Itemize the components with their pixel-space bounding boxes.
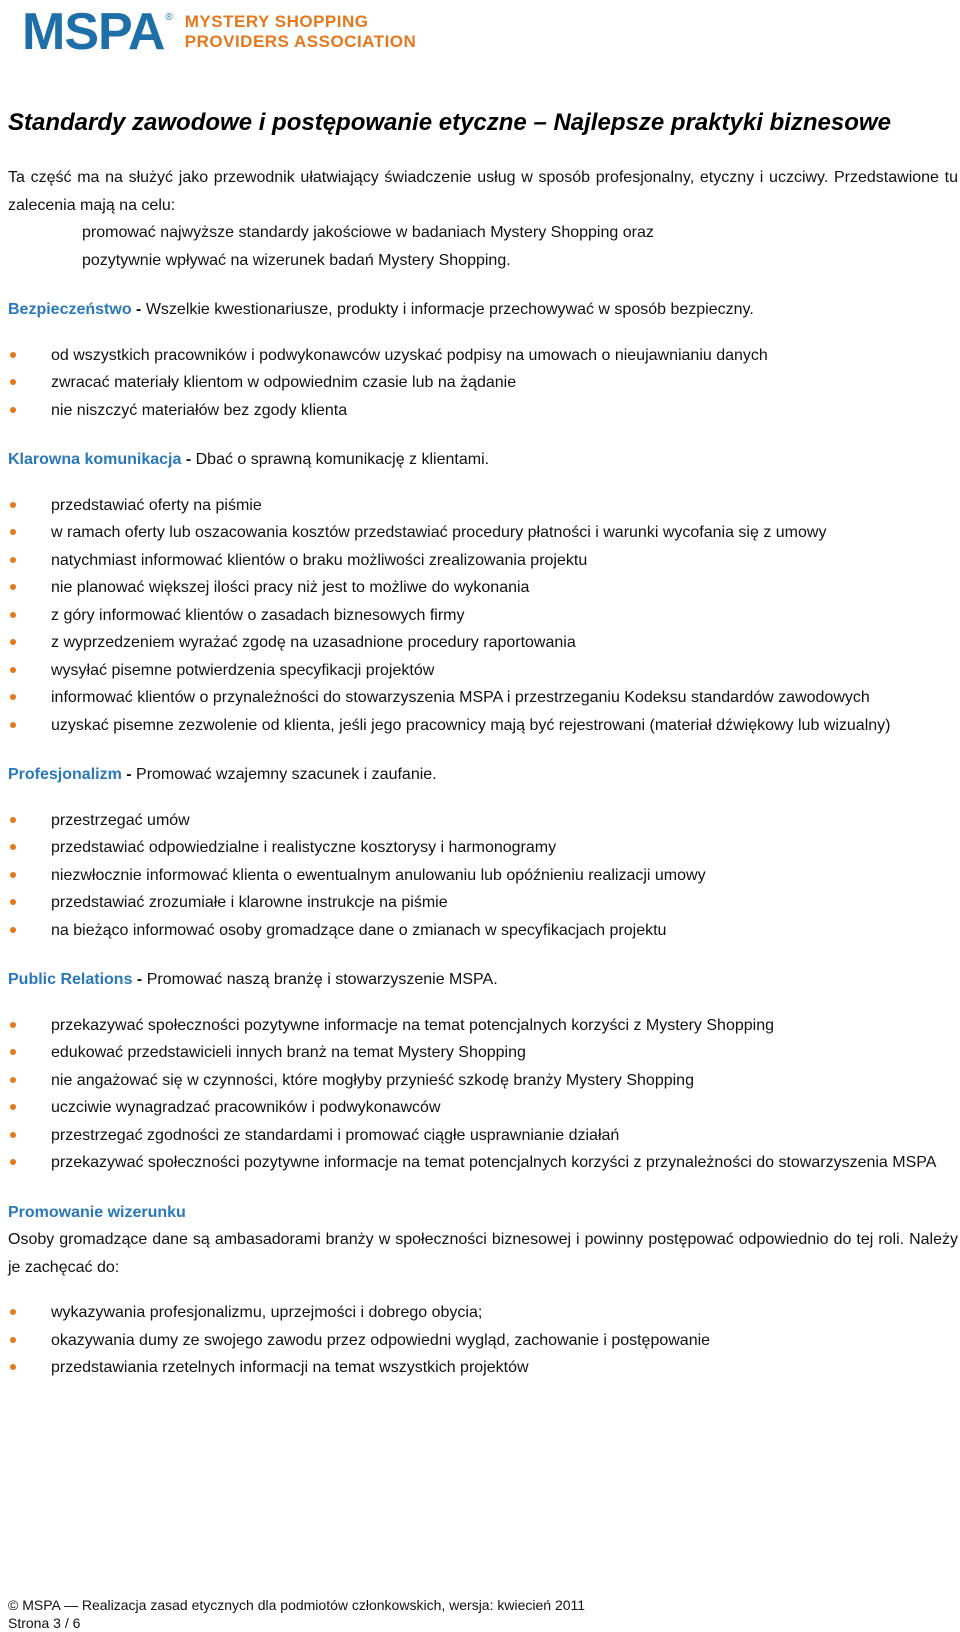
professionalism-list <box>8 807 958 945</box>
bullet-icon <box>10 1159 16 1165</box>
section-title: Promowanie wizerunku <box>8 1203 186 1221</box>
section-title: Klarowna komunikacja <box>8 451 182 468</box>
bullet-icon <box>10 694 16 700</box>
mspa-logo <box>22 3 417 61</box>
list-item-text: uczciwie wynagradzać pracowników i podwykonawców <box>51 1099 441 1116</box>
list-item-text: w ramach oferty lub oszacowania kosztów przedstawiać procedury płatności i warunki wycofania się z umowy <box>51 524 827 541</box>
list-item <box>8 547 958 575</box>
bullet-icon <box>10 639 16 645</box>
list-item-text: przedstawiania rzetelnych informacji na temat wszystkich projektów <box>51 1359 529 1376</box>
list-item <box>8 369 958 397</box>
logo-line-2: PROVIDERS ASSOCIATION <box>184 32 417 51</box>
intro-goal: promować najwyższe standardy jakościowe w badaniach Mystery Shopping oraz <box>82 224 654 241</box>
security-list <box>8 342 958 425</box>
bullet-icon <box>10 817 16 823</box>
bullet-icon <box>10 872 16 878</box>
logo-line-1: MYSTERY SHOPPING <box>184 12 369 31</box>
list-item <box>8 1354 958 1382</box>
bullet-icon <box>10 612 16 618</box>
list-item-text: przedstawiać odpowiedzialne i realistyczne kosztorysy i harmonogramy <box>51 839 557 856</box>
bullet-icon <box>10 1337 16 1343</box>
section-professionalism-heading: Profesjonalizm - Promować wzajemny szacunek i zaufanie. <box>8 766 437 783</box>
bullet-icon <box>10 529 16 535</box>
list-item <box>8 862 958 890</box>
page-footer <box>8 1596 585 1632</box>
bullet-icon <box>10 1309 16 1315</box>
list-item-text: wykazywania profesjonalizmu, uprzejmości i dobrego obycia; <box>51 1304 483 1321</box>
list-item <box>8 342 958 370</box>
bullet-icon <box>10 899 16 905</box>
bullet-icon <box>10 722 16 728</box>
list-item-text: okazywania dumy ze swojego zawodu przez odpowiedni wygląd, zachowanie i postępowanie <box>51 1331 711 1349</box>
list-item <box>8 834 958 862</box>
list-item-text: nie niszczyć materiałów bez zgody klienta <box>51 401 348 419</box>
page-number: Strona 3 / 6 <box>8 1615 81 1631</box>
bullet-icon <box>10 1364 16 1370</box>
intro-paragraph: Ta część ma na służyć jako przewodnik ułatwiający świadczenie usług w sposób profesjonalny, etyczny i uczciwy. Przedstawione tu zalecenia mają na celu: <box>8 169 958 214</box>
list-item <box>8 657 958 685</box>
list-item-text: przestrzegać umów <box>51 811 190 829</box>
logo-mark: MSPA <box>22 3 165 61</box>
list-item <box>8 917 958 945</box>
section-title: Public Relations <box>8 971 133 988</box>
bullet-icon <box>10 407 16 413</box>
list-item <box>8 602 958 630</box>
bullet-icon <box>10 352 16 358</box>
list-item-text: na bieżąco informować osoby gromadzące dane o zmianach w specyfikacjach projektu <box>51 921 667 939</box>
section-title: Profesjonalizm <box>8 766 122 783</box>
bullet-icon <box>10 1104 16 1110</box>
bullet-icon <box>10 1077 16 1083</box>
list-item-text: przedstawiać zrozumiałe i klarowne instrukcje na piśmie <box>51 894 448 911</box>
list-item <box>8 889 958 917</box>
list-item <box>8 574 958 602</box>
section-lead: Promować wzajemny szacunek i zaufanie. <box>136 766 437 783</box>
bullet-icon <box>10 927 16 933</box>
bullet-icon <box>10 502 16 508</box>
list-item <box>8 712 958 740</box>
list-item-text: edukować przedstawicieli innych branż na temat Mystery Shopping <box>51 1044 526 1061</box>
list-item-text: informować klientów o przynależności do stowarzyszenia MSPA i przestrzeganiu Kodeksu standardów zawodowych <box>51 689 870 706</box>
image-list <box>8 1299 958 1382</box>
bullet-icon <box>10 1049 16 1055</box>
section-lead: Dbać o sprawną komunikację z klientami. <box>195 451 490 468</box>
list-item <box>8 1299 958 1327</box>
footer-copyright: © MSPA — Realizacja zasad etycznych dla podmiotów członkowskich, wersja: kwiecień 2011 <box>8 1597 586 1613</box>
list-item <box>8 629 958 657</box>
list-item-text: od wszystkich pracowników i podwykonawców uzyskać podpisy na umowach o nieujawnianiu danych <box>51 346 768 364</box>
list-item <box>8 1039 958 1067</box>
page-title: Standardy zawodowe i postępowanie etyczne – Najlepsze praktyki biznesowe <box>8 109 891 136</box>
section-communication-heading: Klarowna komunikacja - Dbać o sprawną komunikację z klientami. <box>8 451 490 468</box>
list-item-text: niezwłocznie informować klienta o ewentualnym anulowaniu lub opóźnieniu realizacji umowy <box>51 866 706 884</box>
document-body <box>8 108 958 1382</box>
list-item <box>8 1122 958 1150</box>
logo-registered: ® <box>165 12 173 23</box>
list-item <box>8 1012 958 1040</box>
list-item <box>8 684 958 712</box>
list-item-text: wysyłać pisemne potwierdzenia specyfikacji projektów <box>51 661 435 679</box>
section-lead: Promować naszą branżę i stowarzyszenie MSPA. <box>146 971 498 988</box>
list-item-text: przestrzegać zgodności ze standardami i promować ciągłe usprawnianie działań <box>51 1126 620 1144</box>
list-item-text: przedstawiać oferty na piśmie <box>51 496 262 514</box>
list-item <box>8 492 958 520</box>
intro-goal: pozytywnie wpływać na wizerunek badań Mystery Shopping. <box>82 251 511 269</box>
bullet-icon <box>10 379 16 385</box>
list-item <box>8 1327 958 1355</box>
communication-list <box>8 492 958 740</box>
section-lead: Osoby gromadzące dane są ambasadorami branży w społeczności biznesowej i powinny postępować odpowiednio do tej roli. Należy je zachęcać do: <box>8 1231 958 1276</box>
bullet-icon <box>10 1132 16 1138</box>
list-item-text: przekazywać społeczności pozytywne informacje na temat potencjalnych korzyści z Mystery Shopping <box>51 1016 774 1034</box>
section-lead: Wszelkie kwestionariusze, produkty i informacje przechowywać w sposób bezpieczny. <box>145 301 754 318</box>
section-pr-heading: Public Relations - Promować naszą branżę i stowarzyszenie MSPA. <box>8 971 498 988</box>
bullet-icon <box>10 557 16 563</box>
list-item-text: zwracać materiały klientom w odpowiednim czasie lub na żądanie <box>51 374 517 391</box>
list-item <box>8 1067 958 1095</box>
bullet-icon <box>10 667 16 673</box>
list-item <box>8 1149 958 1177</box>
bullet-icon <box>10 584 16 590</box>
list-item-text: uzyskać pisemne zezwolenie od klienta, jeśli jego pracownicy mają być rejestrowani (materiał dźwiękowy lub wizualny) <box>51 716 891 734</box>
list-item <box>8 519 958 547</box>
list-item-text: przekazywać społeczności pozytywne informacje na temat potencjalnych korzyści z przynależności do stowarzyszenia MSPA <box>51 1154 937 1171</box>
logo-wordmark <box>185 12 417 52</box>
list-item-text: z góry informować klientów o zasadach biznesowych firmy <box>51 606 465 624</box>
bullet-icon <box>10 844 16 850</box>
list-item-text: z wyprzedzeniem wyrażać zgodę na uzasadnione procedury raportowania <box>51 634 576 651</box>
list-item <box>8 397 958 425</box>
list-item <box>8 807 958 835</box>
pr-list <box>8 1012 958 1177</box>
bullet-icon <box>10 1022 16 1028</box>
list-item <box>8 1094 958 1122</box>
list-item-text: natychmiast informować klientów o braku możliwości zrealizowania projektu <box>51 551 588 569</box>
section-image-heading <box>8 1199 958 1227</box>
section-security-heading: Bezpieczeństwo - Wszelkie kwestionariusze, produkty i informacje przechowywać w sposób bezpieczny. <box>8 301 754 318</box>
section-title: Bezpieczeństwo <box>8 301 132 318</box>
list-item-text: nie planować większej ilości pracy niż jest to możliwe do wykonania <box>51 579 530 596</box>
list-item-text: nie angażować się w czynności, które mogłyby przynieść szkodę branży Mystery Shopping <box>51 1071 694 1089</box>
